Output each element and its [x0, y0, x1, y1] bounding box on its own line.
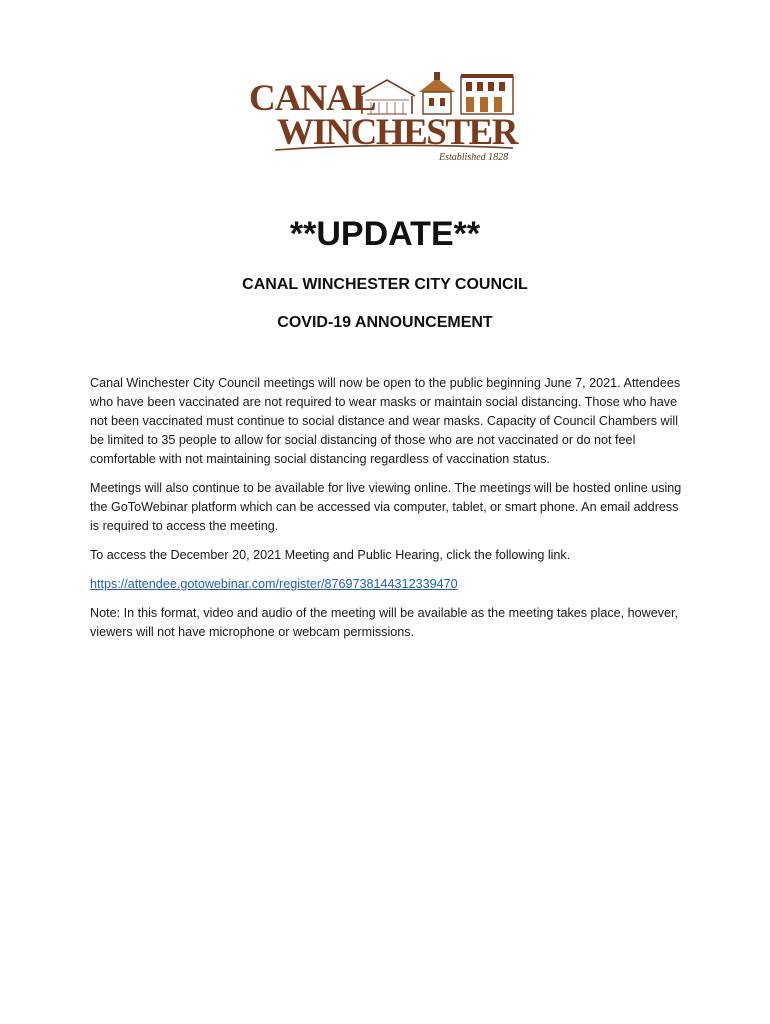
logo-graphic: [247, 70, 521, 162]
paragraph-access-instructions: To access the December 20, 2021 Meeting and Public Hearing, click the following link.: [90, 548, 571, 562]
paragraph-note: Note: In this format, video and audio of the meeting will be available as the meeting takes place, however, viewers will not have microphone or webcam permissions.: [90, 606, 679, 639]
logo-established: Established 1828: [439, 152, 509, 163]
paragraph-public-meetings: Canal Winchester City Council meetings will now be open to the public beginning June 7, 2021. Attendees who have been vaccinated are not required to wear masks or maintain social distancing. Those who have not been vaccinated must continue to social distance and wear masks. Capacity of Council Chambers will be limited to 35 people to allow for social distancing of those who are not vaccinated or do not feel comfortable with not maintaining social distancing regardless of vaccination status.: [90, 376, 681, 466]
council-heading: CANAL WINCHESTER CITY COUNCIL: [242, 276, 528, 293]
update-heading: **UPDATE**: [289, 215, 481, 253]
webinar-link-paragraph: [90, 575, 685, 594]
depot-building-icon: [419, 72, 455, 114]
canal-winchester-logo: [247, 70, 521, 162]
storefront-building-icon: [461, 74, 513, 114]
logo-word-winchester: WINCHESTER: [277, 112, 517, 153]
webinar-registration-link[interactable]: https://attendee.gotowebinar.com/register/8769738144312339470: [90, 577, 458, 591]
announcement-heading: COVID-19 ANNOUNCEMENT: [277, 314, 493, 331]
announcement-body: [90, 374, 685, 652]
logo-word-canal: CANAL: [249, 78, 376, 119]
paragraph-live-viewing: Meetings will also continue to be available for live viewing online. The meetings will be hosted online using the GoToWebinar platform which can be accessed via computer, tablet, or smart phone. An email address is required to access the meeting.: [90, 481, 682, 533]
